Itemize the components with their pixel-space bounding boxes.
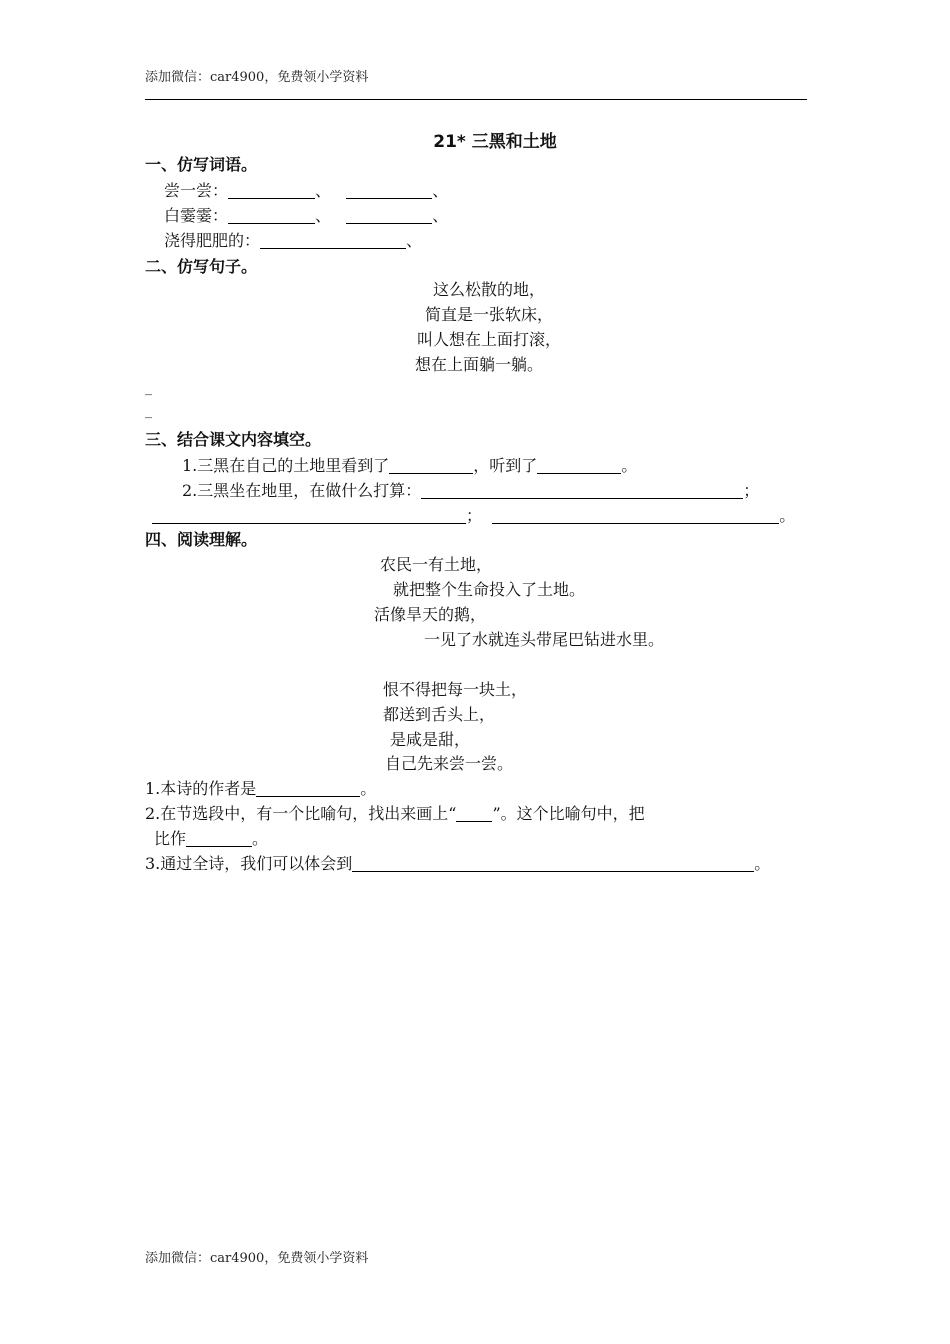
row2-end: 、 (432, 206, 449, 225)
row1-end: 、 (432, 181, 449, 200)
q1-text-b: ，听到了 (473, 456, 538, 475)
section3-q1 (182, 453, 637, 476)
section4-q1 (145, 776, 376, 799)
q2-blank-3[interactable] (492, 507, 779, 524)
row2-prompt: 白霎霎： (164, 206, 229, 225)
section2-heading: 二、仿写句子。 (145, 257, 258, 276)
s4-q1-text-a: 1.本诗的作者是 (145, 779, 257, 798)
stray-underscore: _ (145, 403, 152, 419)
s4-q2-text-a: 2.在节选段中，有一个比喻句，找出来画上“ (145, 804, 457, 823)
s4-q3-blank[interactable] (352, 855, 754, 872)
s4-q1-text-b: 。 (360, 779, 377, 798)
poem1-line: 想在上面躺一躺。 (414, 355, 543, 374)
s4-q2-blank-2[interactable] (186, 830, 252, 847)
section1-row-2 (164, 203, 448, 226)
poem2-line: 自己先来尝一尝。 (384, 754, 513, 773)
page-header: 添加微信：car4900，免费领小学资料 (145, 70, 369, 85)
q1-text-c: 。 (621, 456, 638, 475)
poem2-line: 活像旱天的鹅， (373, 605, 486, 624)
s4-q1-blank[interactable] (256, 780, 360, 797)
q1-blank-2[interactable] (537, 457, 621, 474)
section4-heading: 四、阅读理解。 (145, 530, 258, 549)
row3-prompt: 浇得肥肥的： (164, 231, 261, 250)
poem2-line: 恨不得把每一块土， (382, 680, 527, 699)
poem2-line: 是咸是甜， (389, 730, 470, 749)
section4-q3 (145, 851, 770, 874)
worksheet-title: 21* 三黑和土地 (433, 132, 557, 152)
s4-q2-text-b: ”。这个比喻句中，把 (492, 804, 645, 823)
q1-text-a: 1.三黑在自己的土地里看到了 (182, 456, 390, 475)
section1-heading: 一、仿写词语。 (145, 155, 258, 174)
row1-blank-1[interactable] (228, 182, 315, 199)
q2-text-c: ； (466, 506, 483, 525)
poem1-line: 简直是一张软床， (424, 305, 553, 324)
row1-blank-2[interactable] (346, 182, 432, 199)
q2-blank-2[interactable] (152, 507, 466, 524)
q2-text-b: ； (743, 481, 760, 500)
section3-heading: 三、结合课文内容填空。 (145, 430, 322, 449)
poem1-line: 叫人想在上面打滚， (416, 330, 561, 349)
s4-q2-blank-1[interactable] (456, 805, 492, 822)
q2-text-d: 。 (779, 506, 796, 525)
row1-prompt: 尝一尝： (164, 181, 229, 200)
poem2-line: 农民一有土地， (379, 555, 492, 574)
poem1-line: 这么松散的地， (432, 280, 545, 299)
s4-q2-text-d: 。 (252, 829, 269, 848)
section3-q2 (182, 478, 759, 501)
row3-blank-1[interactable] (260, 232, 406, 249)
poem2-line: 都送到舌头上， (382, 705, 495, 724)
s4-q3-text-b: 。 (754, 854, 771, 873)
row2-sep: 、 (315, 206, 332, 225)
s4-q3-text-a: 3.通过全诗，我们可以体会到 (145, 854, 353, 873)
section1-row-1 (164, 178, 448, 201)
section1-row-3 (164, 228, 422, 251)
row1-sep: 、 (315, 181, 332, 200)
poem2-line: 就把整个生命投入了土地。 (392, 580, 585, 599)
section3-q2-cont (152, 503, 795, 526)
q1-blank-1[interactable] (389, 457, 473, 474)
section4-q2 (145, 801, 645, 824)
section4-q2-cont (154, 826, 268, 849)
page-footer: 添加微信：car4900，免费领小学资料 (145, 1251, 369, 1266)
row3-end: 、 (406, 231, 423, 250)
q2-text-a: 2.三黑坐在地里，在做什么打算： (182, 481, 422, 500)
stray-underscore: _ (145, 380, 152, 396)
q2-blank-1[interactable] (421, 482, 743, 499)
row2-blank-2[interactable] (346, 207, 432, 224)
poem2-line: 一见了水就连头带尾巴钻进水里。 (423, 630, 664, 649)
header-rule (145, 99, 807, 100)
row2-blank-1[interactable] (228, 207, 315, 224)
s4-q2-text-c: 比作 (154, 829, 187, 848)
